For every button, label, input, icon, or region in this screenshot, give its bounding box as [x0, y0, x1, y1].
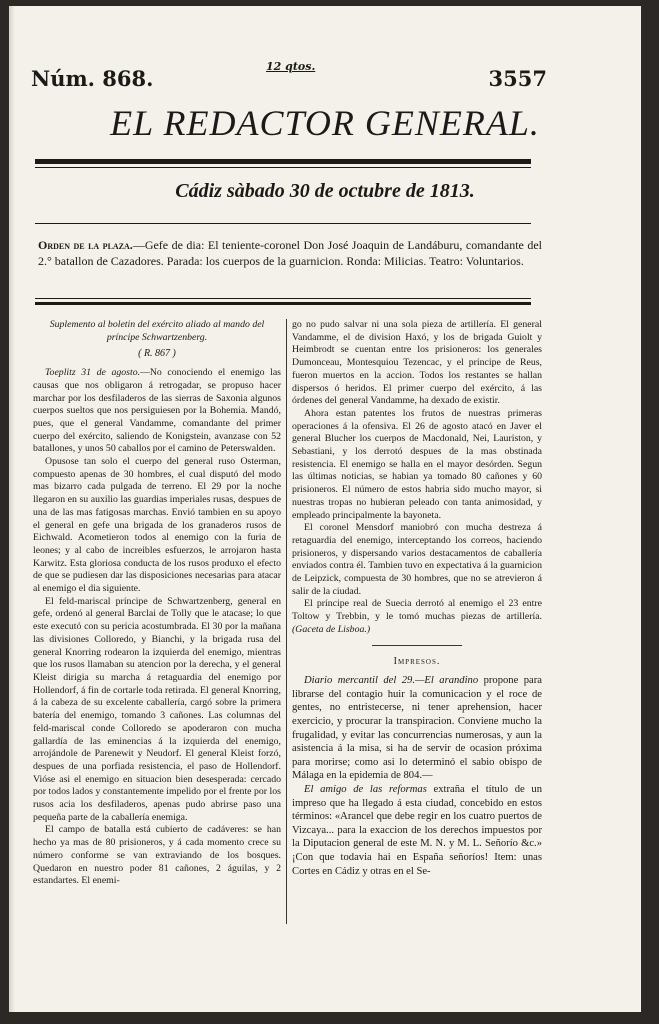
left-paragraph-1: Toeplitz 31 de agosto.—No conociendo el enemigo las causas que nos obligaron á retrogadar, se propuso hacer marchar por los desfiladeros de las sierras de Saxonia algunos cuerpos sueltos que nos persiguiesen por la Bohemia. Mandó, pues, que el general Vandamme, comandante del primer cuerpo del exército, saliendo de Konigstein, avanzase con 52 batallones, y unos 50 caballos por el camino de Peterswalden.: [33, 367, 281, 455]
supplement-ref: ( R. 867 ): [138, 348, 176, 360]
issue-number: Núm. 868.: [31, 66, 154, 91]
rule-under-title-thin: [35, 167, 531, 168]
masthead-top: [9, 60, 641, 96]
rule-under-dateline: [35, 223, 531, 224]
section-rule: [372, 645, 462, 646]
gaceta-citation: (Gaceta de Lisboa.): [292, 623, 371, 635]
page-number: 3557: [488, 66, 547, 91]
amigo-reformas-lead: El amigo de las reformas: [304, 784, 427, 796]
rule-under-title: [35, 159, 531, 164]
left-paragraph-3: El feld-mariscal príncipe de Schwartzenberg, general en gefe, ordenó al general Barclai de Tolly que le atacase; lo que este executó con su pericia acostumbrada. El 30 por la mañana las divisiones Colloredo, y Bianchi, y la brigada rusa del general Knorring rodearon la izquierda del enemigo, mientras que los rusos llamaban su atencion por la derecha, y el general Kleist dirigia su marcha á retaguardia del enemigo por Hollendorf, á fin de cortarle toda retirada. El general Knorring, á la cabeza de su excelente caballería, cargó sobre la primera batería del enemigo, tomando 3 cañones. Las columnas del feld-mariscal conde Colloredo se apoderaron con mucha gallardía de las eminencias á la izquierda del enemigo, arrojándole de Parenewit y Neudorf. El general Kleist forzó, despues de una porfiada resistencia, el paso de Hollendorf. Vióse asi el enemigo en situacion bien desesperada: cercado por todos lados y constantemente impelido por el frente por los rusos acia los desfiladeros, apenas pudo abrirse paso una pequeña parte de la caballería enemiga.: [33, 595, 281, 823]
right-paragraph-1: go no pudo salvar ni una sola pieza de artillería. El general Vandamme, el de division Haxó, y los de brigada Guiolt y Heimbrodt se cuentan entre los prisioneros: los generales Dumonceau, Montesquiou Tezencac, y el príncipe de Reus, fueron muertos en la accion. Todos los restantes se hallan dispersos ó heridos. El primer cuerpo del exército, á las órdenes del general Vandamme, ha dexado de existir.: [292, 319, 542, 407]
rule-above-columns: [35, 302, 531, 305]
left-column: [33, 319, 281, 888]
diario-mercantil-lead: Diario mercantil del 29.—El arandino: [304, 675, 479, 687]
rule-above-columns-thin: [35, 298, 531, 299]
orden-de-la-plaza: [38, 238, 542, 269]
newspaper-page: [9, 6, 641, 1012]
supplement-title: Suplemento al boletin del exército aliado al mando del príncipe Schwartzenberg.: [49, 319, 265, 343]
right-paragraph-3: El coronel Mensdorf maniobró con mucha destreza á retaguardia del enemigo, interceptando los correos, haciendo prisioneros, y dispersando varios destacamentos de caballería enviados contra él. Tambien tuvo en expectativa á la guarnicion de Leipzick, compuesta de 30 hombres, que no se atrevieron á salir de la ciudad.: [292, 522, 542, 597]
right-paragraph-5: Diario mercantil del 29.—El arandino propone para librarse del contagio huir la comunicacion y el roce de gentes, no entristecerse, ni tener aprehension, hacer exercicio, y procurar la transpiracion. Conviene mucho la frugalidad, y evitar las concurrencias numerosas, y aun la asistencia á la misa, si ha de servir de ocasion próxima para morirse; como asi lo determinó el sabio obispo de Málaga en la epidemia de 804.—: [292, 675, 542, 782]
newspaper-title: EL REDACTOR GENERAL.: [110, 103, 540, 143]
impresos-heading: Impresos.: [393, 655, 441, 667]
column-divider: [286, 319, 287, 924]
right-column: [292, 319, 542, 878]
dateline-toeplitz: Toeplitz 31 de agosto.: [45, 367, 141, 379]
orden-text: —Gefe de dia: El teniente-coronel Don José Joaquin de Landáburu, comandante del 2.° batallon de Cazadores. Parada: los cuerpos de la guarnicion. Ronda: Milicias. Teatro: Voluntarios.: [38, 238, 543, 268]
left-paragraph-4: El campo de batalla está cubierto de cadáveres: se han hecho ya mas de 80 prisioneros, y á cada momento crece su número conforme se van extraviando de los bosques. Quedaron en nuestro poder 81 cañones, 2 águilas, y 2 estandartes. El enemi-: [33, 824, 281, 887]
page-edge-shadow: [9, 6, 15, 1012]
right-paragraph-2: Ahora estan patentes los frutos de nuestras primeras operaciones á la ofensiva. El 26 de agosto atacó en Javer el general Blucher los cuerpos de Macdonald, Nei, Lauriston, y Sebastiani, y los derrotó despues de la mas obstinada resistencia. El enemigo se halla en el mayor desórden. Segun las últimas noticias, se habian ya tomado 80 cañones y 60 prisioneros. El número de estos habria sido mucho mayor, si nuestras tropas no hubieran peleado con tanta animosidad, y empleado principalmente la bayoneta.: [292, 407, 542, 521]
orden-heading: Orden de la plaza.: [38, 238, 133, 252]
left-paragraph-2: Opusose tan solo el cuerpo del general ruso Osterman, compuesto apenas de 30 hombres, el cual disputó del modo mas bizarro cada pulgada de terreno. El 29 por la noche llegaron en su auxilio las guardias imperiales rusas, despues de una de las mas fatigosas marchas. Envió tambien en su apoyo el general en gefe una brigada de los granaderos rusos de Eichwald. Acometieron todos al enemigo con la furia de leones; y al cabo de increibles esfuerzos, le arrojaron hasta Karwitz. Esta gloriosa conducta de los rusos produxo el efecto de que se pudiesen dar las disposiciones necesarias para atacar al enemigo el dia siguiente.: [33, 456, 281, 595]
right-paragraph-4: El príncipe real de Suecia derrotó al enemigo el 23 entre Toltow y Trebbin, y le tomó muchas piezas de artillería. (Gaceta de Lisboa.): [292, 598, 542, 635]
dateline: Cádiz sàbado 30 de octubre de 1813.: [175, 180, 475, 202]
issue-price: 12 qtos.: [266, 60, 316, 73]
right-paragraph-6: El amigo de las reformas extraña el título de un impreso que ha llegado á esta ciudad, concebido en estos términos: «Arancel que debe regir en los cuatro puertos de Vizcaya... para la exaccion de los derechos impuestos por la Diputacion general de este M. N. y M. L. Señorío &c.» ¡Con que todavia hai en España señoríos! Item: unas Cortes en Cádiz y otras en el Se-: [292, 784, 543, 877]
